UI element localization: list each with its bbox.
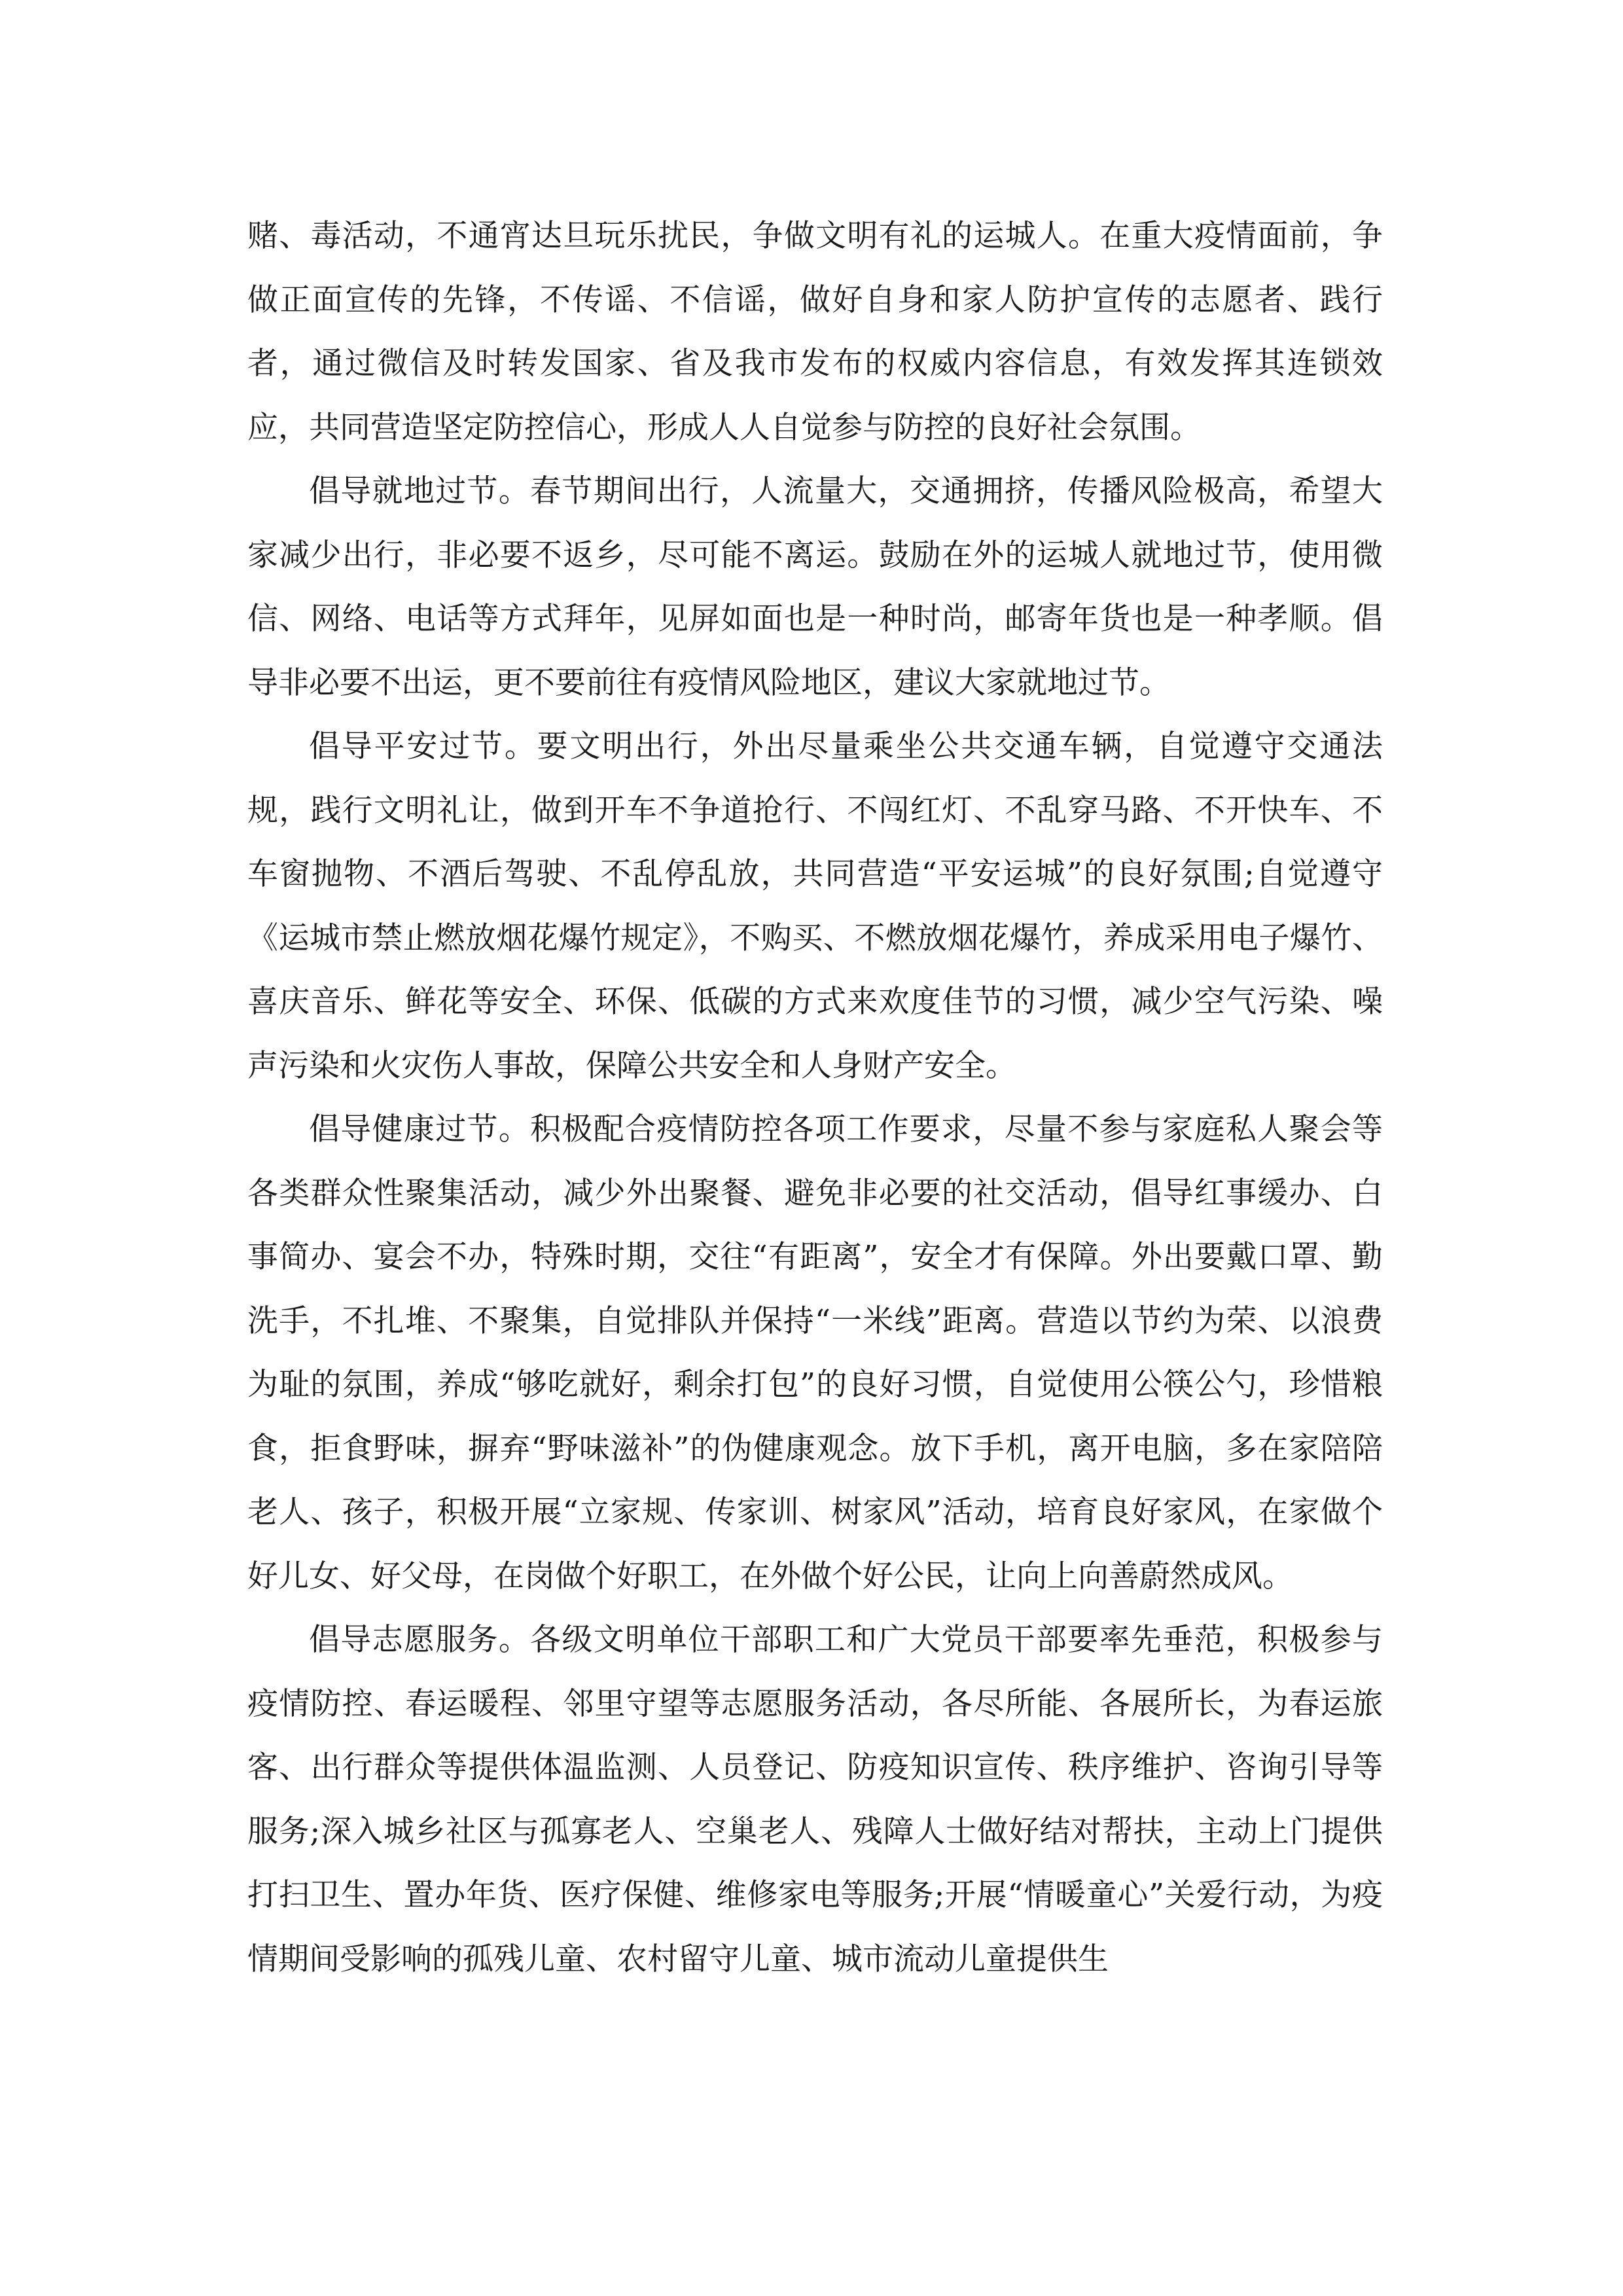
paragraph-continuation: 赌、毒活动，不通宵达旦玩乐扰民，争做文明有礼的运城人。在重大疫情面前，争做正面宣传的先锋，不传谣、不信谣，做好自身和家人防护宣传的志愿者、践行者，通过微信及时转发国家、省及我市发布的权威内容信息，有效发挥其连锁效应，共同营造坚定防控信心，形成人人自觉参与防控的良好社会氛围。	[247, 218, 1383, 446]
paragraph-safe-celebration: 倡导平安过节。要文明出行，外出尽量乘坐公共交通车辆，自觉遵守交通法规，践行文明礼让，做到开车不争道抢行、不闯红灯、不乱穿马路、不开快车、不车窗抛物、不酒后驾驶、不乱停乱放，共同营造“平安运城”的良好氛围;自觉遵守《运城市禁止燃放烟花爆竹规定》，不购买、不燃放烟花爆竹，养成采用电子爆竹、喜庆音乐、鲜花等安全、环保、低碳的方式来欢度佳节的习惯，减少空气污染、噪声污染和火灾伤人事故，保障公共安全和人身财产安全。	[247, 728, 1383, 1084]
document-body	[247, 204, 1383, 1991]
paragraph-healthy-celebration: 倡导健康过节。积极配合疫情防控各项工作要求，尽量不参与家庭私人聚会等各类群众性聚集活动，减少外出聚餐、避免非必要的社交活动，倡导红事缓办、白事简办、宴会不办，特殊时期，交往“有距离”，安全才有保障。外出要戴口罩、勤洗手，不扎堆、不聚集，自觉排队并保持“一米线”距离。营造以节约为荣、以浪费为耻的氛围，养成“够吃就好，剩余打包”的良好习惯，自觉使用公筷公勺，珍惜粮食，拒食野味，摒弃“野味滋补”的伪健康观念。放下手机，离开电脑，多在家陪陪老人、孩子，积极开展“立家规、传家训、树家风”活动，培育良好家风，在家做个好儿女、好父母，在岗做个好职工，在外做个好公民，让向上向善蔚然成风。	[247, 1111, 1383, 1594]
paragraph-volunteer-service: 倡导志愿服务。各级文明单位干部职工和广大党员干部要率先垂范，积极参与疫情防控、春运暖程、邻里守望等志愿服务活动，各尽所能、各展所长，为春运旅客、出行群众等提供体温监测、人员登记、防疫知识宣传、秩序维护、咨询引导等服务;深入城乡社区与孤寡老人、空巢老人、残障人士做好结对帮扶，主动上门提供打扫卫生、置办年货、医疗保健、维修家电等服务;开展“情暖童心”关爱行动，为疫情期间受影响的孤残儿童、农村留守儿童、城市流动儿童提供生	[247, 1622, 1383, 1977]
paragraph-local-celebration: 倡导就地过节。春节期间出行，人流量大，交通拥挤，传播风险极高，希望大家减少出行，非必要不返乡，尽可能不离运。鼓励在外的运城人就地过节，使用微信、网络、电话等方式拜年，见屏如面也是一种时尚，邮寄年货也是一种孝顺。倡导非必要不出运，更不要前往有疫情风险地区，建议大家就地过节。	[247, 473, 1383, 701]
